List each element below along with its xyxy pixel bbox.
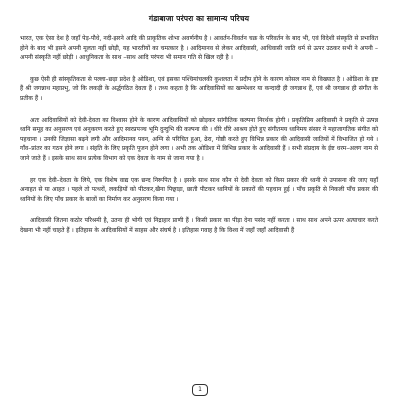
paragraph-2: कुछ ऐसी ही सांस्कृतिकता से पल्ला–छड़ा प्रदेश है ओडिशा, एवं इसका पश्चिमांचलकी कुशलता में प्रदीप होने के कारण कोसल नाम से विख्यात है । ओडिशा के इष्ट हैं श्री जगन्नाथ महाप्रभु, जो कि लकड़ी के अर्द्धगठित देवता हैं । तथ्य कहता है कि आदिवासियों का खम्भेश्वर या कन्दादी ही जगन्नाथ हैं, एवं श्री जगन्नाथ ही संगीत के प्रतीक हैं । — [20, 75, 379, 102]
paragraph-4: हर एक देवी–देवता के लिये, एक विशेष वाद्य एक छन्द निरूपित है । इसके साथ साथ कौन से देवी देवता को किस प्रकार की ध्वनी से उपासना की जाए यहाँ अनाहत से या आहत । पहले तो पत्थरों, लकड़ियों को पीटकर,खैना पिछ्वाड़ा, छाती पीटकर ध्वनियों के प्रकारों की पहचान हुई । पाँच प्रकृति से निकली पाँच प्रकार की ध्वनियों के लिए पाँच प्रकार के बाजों का निर्माण कर अनुसरण किया गया । — [20, 176, 378, 203]
page-number: 1 — [192, 384, 208, 396]
paragraph-5: आदिवासी जितना कठोर परिश्रमी है, उतना ही भोगी एवं निद्राहार प्राणी हैं । किसी प्रकार का पीड़ा देना पसंद नहीं करता । साथ साथ अपने ऊपर अत्याचार करते देखना भी नहीं चाहते हैं । इतिहास के आदिवासियों में साहस और संघर्ष है । इतिहास गवाह है कि विश्व में जहाँ जहाँ आदिवासी हैं — [20, 217, 378, 234]
document-title: गंडाबाजा परंपरा का सामान्य परिचय — [148, 14, 250, 23]
paragraph-1: भारत, एक ऐसा देश है जहाँ पेड़-पौधे, नदी-झरने आदि की प्राकृतिक शोभा अवर्णनीय है । आवर्तन-विवर्तन चक्र के परिवर्तन के बाद भी, एवं विदेशी संस्कृति से प्रभावित होने के बाद भी इसने अपनी मूलता नहीं छोड़ी, यह भारतीयों का चमत्कार है । आदिमानव से लेकर आदिवासी, आधिवासी जाति धर्म से ऊपर उठकर सभी ने अपनी – अपनी संस्कृति नहीं छोड़ी । आधुनिकता के साथ –साथ आदि परंपरा भी समान गति से खिल रही है । — [20, 35, 378, 62]
paragraph-3: अतः आदिवासियों को देवी-देवता का विश्वास होने के कारण आदिवासियों को छोड़कर सांगीतिक कल्पना निरर्थक होगी । प्रकृतिप्रिय आदिवासी ने प्रकृति से उत्पन्न ध्वनि समूह का अनुसरण एवं अनुकरण करते हुए स्वरप्रपञ्च भूमि दुन्दुभि की कल्पना की । धीरे धीरे आश्रय होते हुए संगीतमय ध्वनिमय संसार ने महाजागतिक संगीत को पहचाना । उनकी जिज्ञासा बढ़ने लगी और आदिमानव पवन, अग्नि से परिचित हुआ, ढेरा, गोष्ठी करते हुए विभिन्न प्रकार की आदिवासी जातियों में विभाजित हो गये । गाँव–प्रांतर का गठन होने लगा । संहति के लिए प्रकृति पूजन होने लगा । अभी तक ओडिशा में विभिन्न प्रकार के आदिवासी हैं । सभी संप्रदाय के ईष्ट धरम–अलग नाम से जाने जाते हैं । इसके साथ साथ प्रत्येक विभाग को एक देवता के नाम से जाना गया है । — [20, 116, 378, 162]
